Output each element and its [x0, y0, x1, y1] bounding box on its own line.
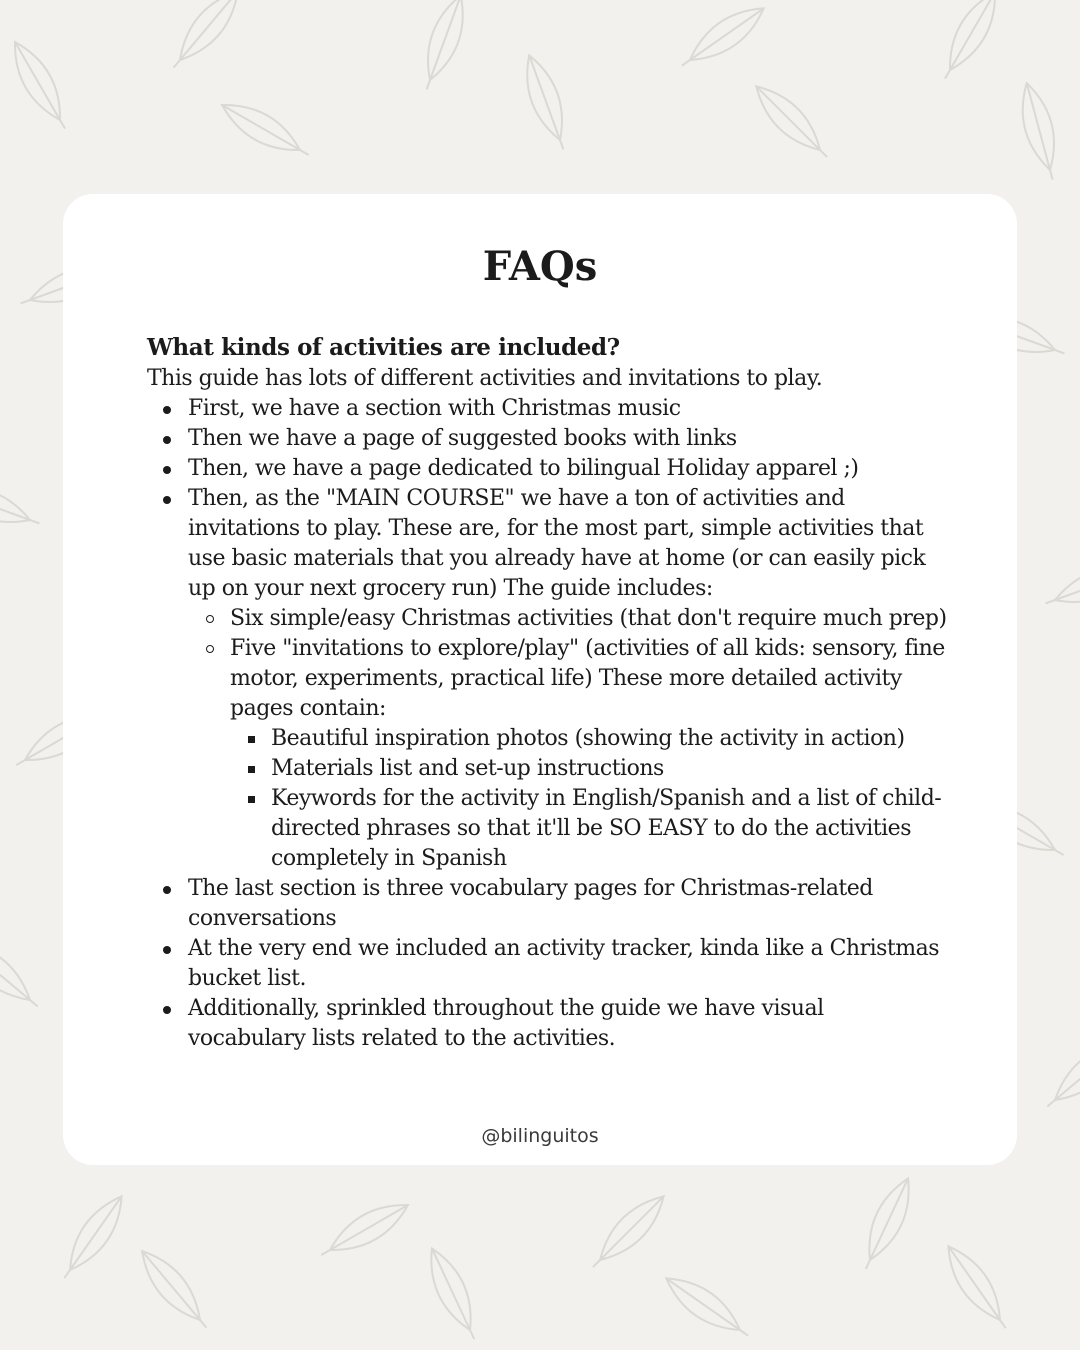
list-item: First, we have a section with Christmas music — [147, 394, 947, 424]
list-item-text: Then, as the "MAIN COURSE" we have a ton of activities and invitations to play. These are, for the most part, simple activities that use basic materials that you already have at home (or can easily pick up on your next grocery run) The guide includes: — [188, 486, 926, 601]
sub-list-item-text: Five "invitations to explore/play" (activities of all kids: sensory, fine motor, experiments, practical life) These more detailed activity pages contain: — [230, 636, 945, 721]
sub-sub-list-item: Beautiful inspiration photos (showing the activity in action) — [230, 724, 947, 754]
list-item: Then, we have a page dedicated to bilingual Holiday apparel ;) — [147, 454, 947, 484]
sub-list-item — [188, 634, 947, 874]
activity-list — [147, 394, 947, 1054]
sub-sub-list-item: Keywords for the activity in English/Spanish and a list of child-directed phrases so that it'll be SO EASY to do the activities completely in Spanish — [230, 784, 947, 874]
sub-list — [188, 604, 947, 874]
sub-sub-list — [230, 724, 947, 874]
faq-question: What kinds of activities are included? — [147, 334, 620, 361]
sub-list-item: Six simple/easy Christmas activities (that don't require much prep) — [188, 604, 947, 634]
list-item: The last section is three vocabulary pages for Christmas-related conversations — [147, 874, 947, 934]
list-item: Then we have a page of suggested books with links — [147, 424, 947, 454]
list-item: At the very end we included an activity tracker, kinda like a Christmas bucket list. — [147, 934, 947, 994]
page-title: FAQs — [482, 243, 598, 290]
list-item — [147, 484, 947, 874]
faq-content — [147, 332, 947, 1054]
footer-handle: @bilinguitos — [481, 1125, 599, 1147]
faq-intro: This guide has lots of different activities and invitations to play. — [147, 366, 823, 391]
sub-sub-list-item: Materials list and set-up instructions — [230, 754, 947, 784]
list-item: Additionally, sprinkled throughout the guide we have visual vocabulary lists related to the activities. — [147, 994, 947, 1054]
